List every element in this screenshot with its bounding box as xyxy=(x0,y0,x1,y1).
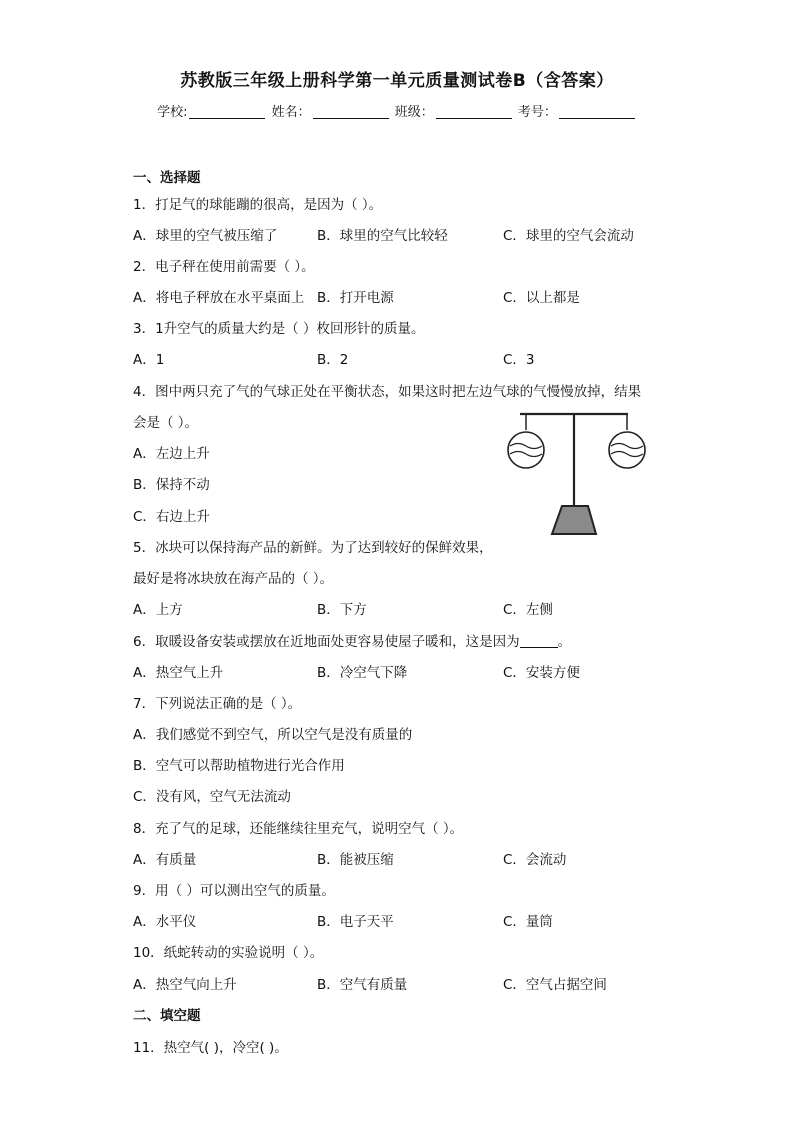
question-6 xyxy=(133,630,571,650)
question-9: 9．用（ ）可以测出空气的质量。 xyxy=(133,883,335,899)
option-a[interactable]: A．将电子秤放在水平桌面上 xyxy=(133,290,305,306)
option-a[interactable]: A．水平仪 xyxy=(133,914,197,930)
question-6-end: 。 xyxy=(557,634,572,650)
page-title: 苏教版三年级上册科学第一单元质量测试卷B（含答案） xyxy=(180,71,614,91)
option-c[interactable]: C．安装方便 xyxy=(503,665,580,681)
question-8: 8．充了气的足球，还能继续往里充气，说明空气（ ）。 xyxy=(133,821,464,837)
option-b[interactable]: B．2 xyxy=(317,352,349,368)
option-a[interactable]: A．上方 xyxy=(133,602,183,618)
question-8-options xyxy=(133,848,693,868)
option-a[interactable]: A．1 xyxy=(133,352,165,368)
option-c[interactable]: C．右边上升 xyxy=(133,509,210,525)
question-5-options xyxy=(133,598,693,618)
option-c[interactable]: C．会流动 xyxy=(503,852,567,868)
option-b[interactable]: B．空气有质量 xyxy=(317,977,408,993)
option-a[interactable]: A．我们感觉不到空气，所以空气是没有质量的 xyxy=(133,727,413,743)
option-b[interactable]: B．保持不动 xyxy=(133,477,210,493)
question-3: 3．1升空气的质量大约是（ ）枚回形针的质量。 xyxy=(133,321,425,337)
name-label: 姓名： xyxy=(271,105,311,120)
option-b[interactable]: B．球里的空气比较轻 xyxy=(317,228,448,244)
question-10-options xyxy=(133,973,693,993)
option-b[interactable]: B．下方 xyxy=(317,602,367,618)
section-heading-fill: 二、填空题 xyxy=(133,1008,201,1024)
option-c[interactable]: C．左侧 xyxy=(503,602,553,618)
question-4-line-2: 会是（ ）。 xyxy=(133,415,199,431)
question-1: 1．打足气的球能蹦的很高，是因为（ ）。 xyxy=(133,197,383,213)
name-blank[interactable] xyxy=(313,104,389,119)
question-1-options xyxy=(133,224,693,244)
school-label: 学校: xyxy=(157,105,188,120)
question-7: 7．下列说法正确的是（ ）。 xyxy=(133,696,302,712)
option-a[interactable]: A．有质量 xyxy=(133,852,197,868)
question-6-options xyxy=(133,661,693,681)
option-b[interactable]: B．能被压缩 xyxy=(317,852,394,868)
class-label: 班级： xyxy=(394,105,434,120)
left-balloon xyxy=(508,432,544,468)
question-6-text: 6．取暖设备安装或摆放在近地面处更容易使屋子暖和，这是因为 xyxy=(133,634,520,650)
student-info-line xyxy=(0,101,794,120)
question-10: 10．纸蛇转动的实验说明（ ）。 xyxy=(133,945,324,961)
right-balloon xyxy=(609,432,645,468)
option-c[interactable]: C．以上都是 xyxy=(503,290,580,306)
school-blank[interactable] xyxy=(189,104,265,119)
number-label: 考号： xyxy=(517,105,557,120)
option-c[interactable]: C．空气占据空间 xyxy=(503,977,607,993)
option-a[interactable]: A．热空气上升 xyxy=(133,665,224,681)
option-a[interactable]: A．球里的空气被压缩了 xyxy=(133,228,278,244)
option-a[interactable]: A．热空气向上升 xyxy=(133,977,237,993)
balance-scale-icon xyxy=(500,408,660,540)
question-5-line-1: 5．冰块可以保持海产品的新鲜。为了达到较好的保鲜效果， xyxy=(133,540,493,556)
question-2-options xyxy=(133,286,693,306)
option-b[interactable]: B．冷空气下降 xyxy=(317,665,408,681)
option-c[interactable]: C．球里的空气会流动 xyxy=(503,228,634,244)
balance-base xyxy=(552,506,596,534)
option-b[interactable]: B．空气可以帮助植物进行光合作用 xyxy=(133,758,345,774)
class-blank[interactable] xyxy=(436,104,512,119)
question-9-options xyxy=(133,910,693,930)
question-11: 11．热空气( )，冷空( )。 xyxy=(133,1040,288,1056)
question-5-line-2: 最好是将冰块放在海产品的（ ）。 xyxy=(133,571,334,587)
option-c[interactable]: C．量筒 xyxy=(503,914,553,930)
section-heading-choice: 一、选择题 xyxy=(133,170,201,186)
question-2: 2．电子秤在使用前需要（ ）。 xyxy=(133,259,315,275)
option-a[interactable]: A．左边上升 xyxy=(133,446,210,462)
balance-scale-figure xyxy=(500,408,660,540)
question-6-blank[interactable] xyxy=(520,635,558,648)
number-blank[interactable] xyxy=(559,104,635,119)
option-b[interactable]: B．打开电源 xyxy=(317,290,394,306)
option-b[interactable]: B．电子天平 xyxy=(317,914,394,930)
option-c[interactable]: C．没有风，空气无法流动 xyxy=(133,789,291,805)
question-4-line-1: 4．图中两只充了气的气球正处在平衡状态，如果这时把左边气球的气慢慢放掉，结果 xyxy=(133,384,642,400)
option-c[interactable]: C．3 xyxy=(503,352,535,368)
question-3-options xyxy=(133,348,693,368)
